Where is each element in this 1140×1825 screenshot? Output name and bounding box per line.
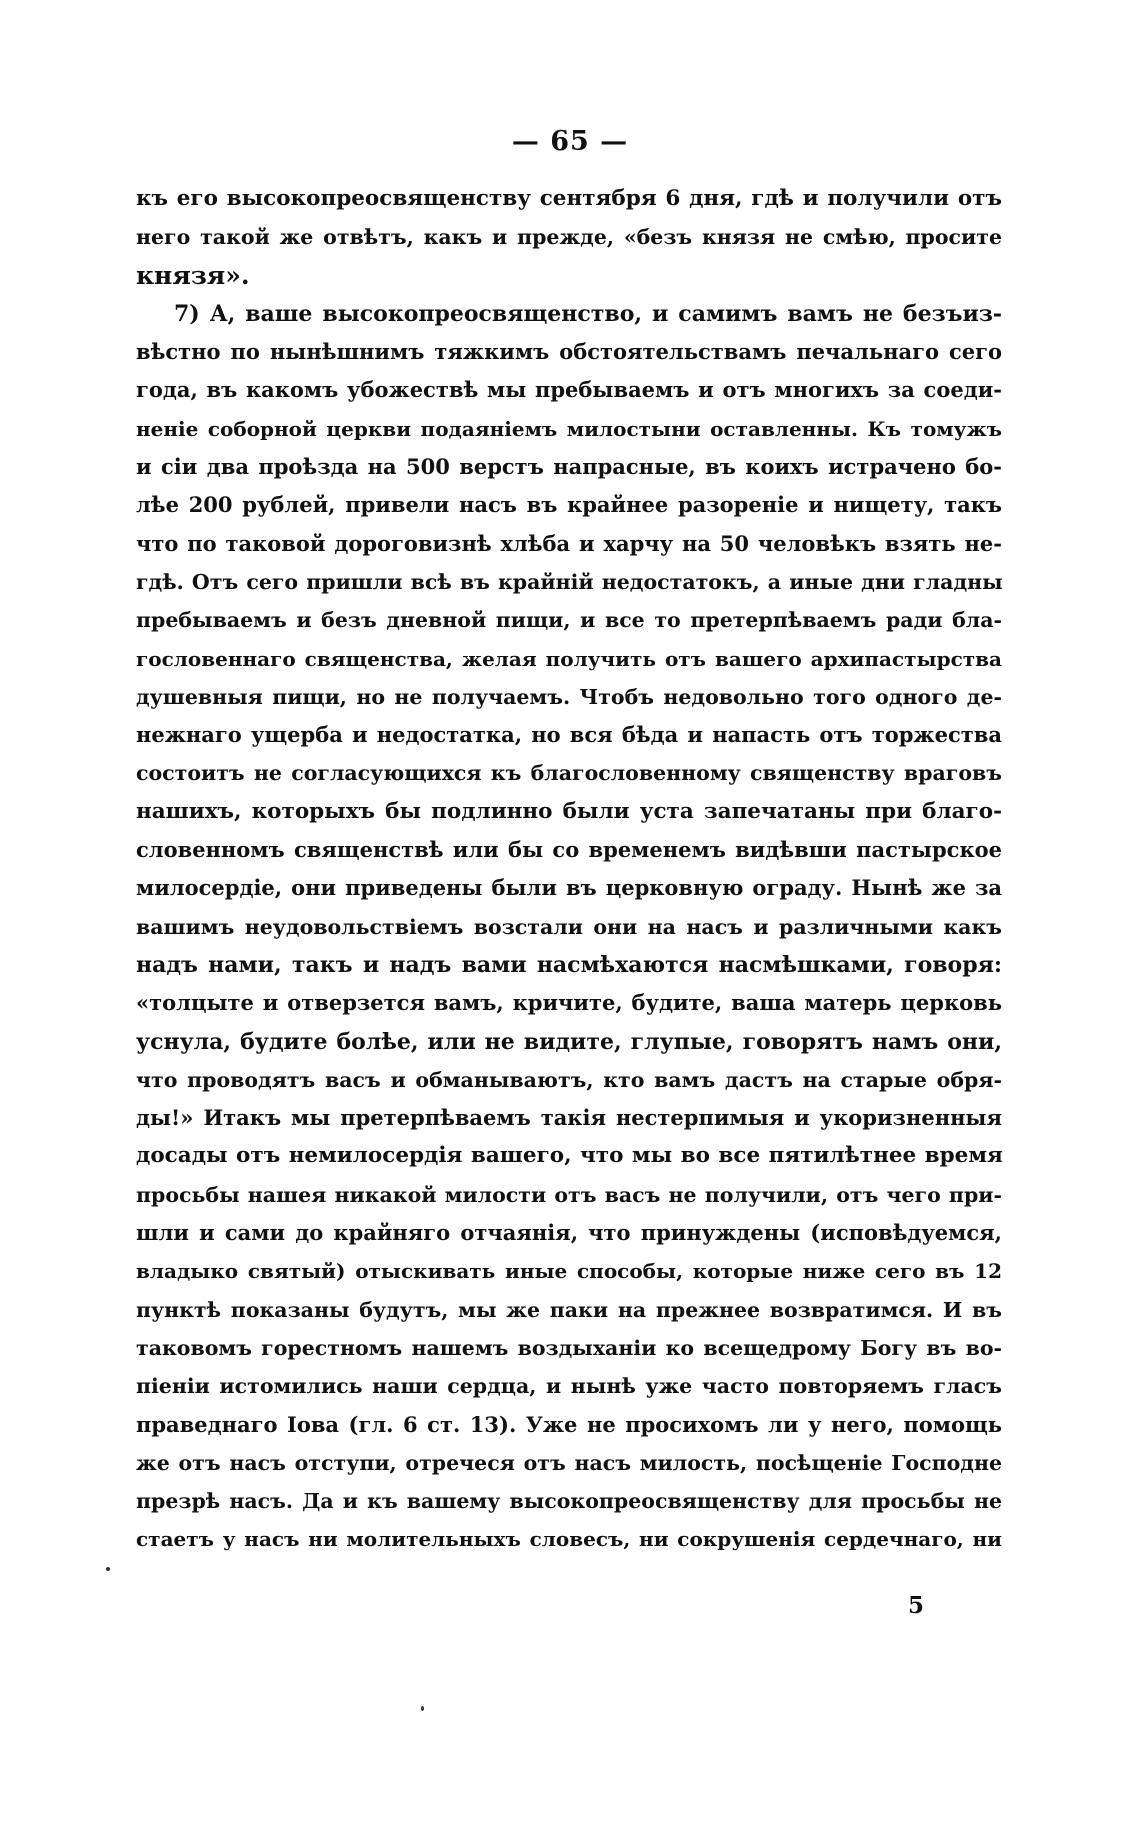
text-line: лѣе 200 рублей, привели насъ въ крайнее разореніе и нищету, такъ bbox=[136, 492, 1002, 518]
text-line: таковомъ горестномъ нашемъ воздыханіи ко всещедрому Богу въ во- bbox=[136, 1335, 1002, 1360]
text-line: что проводятъ васъ и обманываютъ, кто вамъ дастъ на старые обря- bbox=[136, 1067, 1002, 1092]
text-line: гословеннаго священства, желая получить отъ вашего архипастырства bbox=[136, 646, 1002, 671]
text-line: неніе соборной церкви подаяніемъ милостыни оставленны. Къ томужъ bbox=[136, 416, 1002, 441]
body-text bbox=[136, 180, 1002, 1559]
text-line: пребываемъ и безъ дневной пищи, и все то претерпѣваемъ ради бла- bbox=[136, 608, 1002, 633]
text-line: владыко святый) отыскивать иные способы, которые ниже сего въ 12 bbox=[136, 1259, 1002, 1284]
text-line: «толцыте и отверзется вамъ, кричите, будите, ваша матерь церковь bbox=[136, 990, 1002, 1016]
text-line: гдѣ. Отъ сего пришли всѣ въ крайній недостатокъ, а иные дни гладны bbox=[136, 569, 1003, 594]
text-line: піеніи истомились наши сердца, и нынѣ уже часто повторяемъ гласъ bbox=[136, 1374, 1002, 1399]
text-line: душевныя пищи, но не получаемъ. Чтобъ недовольно того одного де- bbox=[136, 684, 1002, 709]
text-line: вашимъ неудовольствіемъ возстали они на насъ и различными какъ bbox=[136, 914, 1002, 939]
text-line: надъ нами, такъ и надъ вами насмѣхаются насмѣшками, говоря: bbox=[136, 951, 1002, 978]
print-speck bbox=[421, 1706, 424, 1711]
text-line: нашихъ, которыхъ бы подлинно были уста запечатаны при благо- bbox=[136, 798, 1002, 824]
text-line: ды!» Итакъ мы претерпѣваемъ такія нестерпимыя и укоризненныя bbox=[136, 1105, 1002, 1131]
text-line: досады отъ немилосердія вашего, что мы во все пятилѣтнее время bbox=[136, 1143, 1003, 1169]
text-line: же отъ насъ отступи, отречеся отъ насъ милость, посѣщеніе Господне bbox=[136, 1450, 1002, 1475]
text-line: стаетъ у насъ ни молительныхъ словесъ, ни сокрушенія сердечнаго, ни bbox=[136, 1527, 1002, 1552]
text-line: состоитъ не согласующихся къ благословенному священству враговъ bbox=[136, 761, 1002, 786]
text-line: и сіи два проѣзда на 500 верстъ напрасные, въ коихъ истрачено бо- bbox=[136, 454, 1002, 480]
text-line: милосердіе, они приведены были въ церковную ограду. Нынѣ же за bbox=[136, 875, 1002, 901]
text-line: уснула, будите болѣе, или не видите, глупые, говорятъ намъ они, bbox=[136, 1028, 1002, 1055]
print-speck bbox=[106, 1567, 110, 1571]
paragraph-start-line: 7) А, ваше высокопреосвященство, и самимъ вамъ не безъиз- bbox=[174, 300, 1002, 327]
text-line: него такой же отвѣтъ, какъ и прежде, «безъ князя не смѣю, просите bbox=[136, 225, 1002, 250]
signature-mark: 5 bbox=[908, 1592, 925, 1619]
text-line: къ его высокопреосвященству сентября 6 дня, гдѣ и получили отъ bbox=[136, 186, 1002, 211]
text-line: просьбы нашея никакой милости отъ васъ не получили, отъ чего при- bbox=[136, 1182, 1002, 1207]
text-line: презрѣ насъ. Да и къ вашему высокопреосвященству для просьбы не bbox=[136, 1489, 1002, 1514]
text-line: вѣстно по нынѣшнимъ тяжкимъ обстоятельствамъ печальнаго сего bbox=[136, 339, 1002, 365]
text-line: нежнаго ущерба и недостатка, но вся бѣда и напасть отъ торжества bbox=[136, 722, 1002, 748]
text-line: праведнаго Іова (гл. 6 ст. 13). Уже не просихомъ ли у него, помощь bbox=[136, 1411, 1002, 1437]
text-line: шли и сами до крайняго отчаянія, что принуждены (исповѣдуемся, bbox=[136, 1220, 1002, 1246]
text-line: пунктѣ показаны будутъ, мы же паки на прежнее возвратимся. И въ bbox=[136, 1297, 1002, 1322]
text-line: словенномъ священствѣ или бы со временемъ видѣвши пастырское bbox=[136, 837, 1002, 863]
page-number: — 65 — bbox=[511, 126, 629, 157]
text-line: что по таковой дороговизнѣ хлѣба и харчу на 50 человѣкъ взять не- bbox=[136, 530, 1002, 556]
text-line: князя». bbox=[136, 260, 250, 290]
text-line: года, въ какомъ убожествѣ мы пребываемъ и отъ многихъ за соеди- bbox=[136, 377, 1002, 403]
